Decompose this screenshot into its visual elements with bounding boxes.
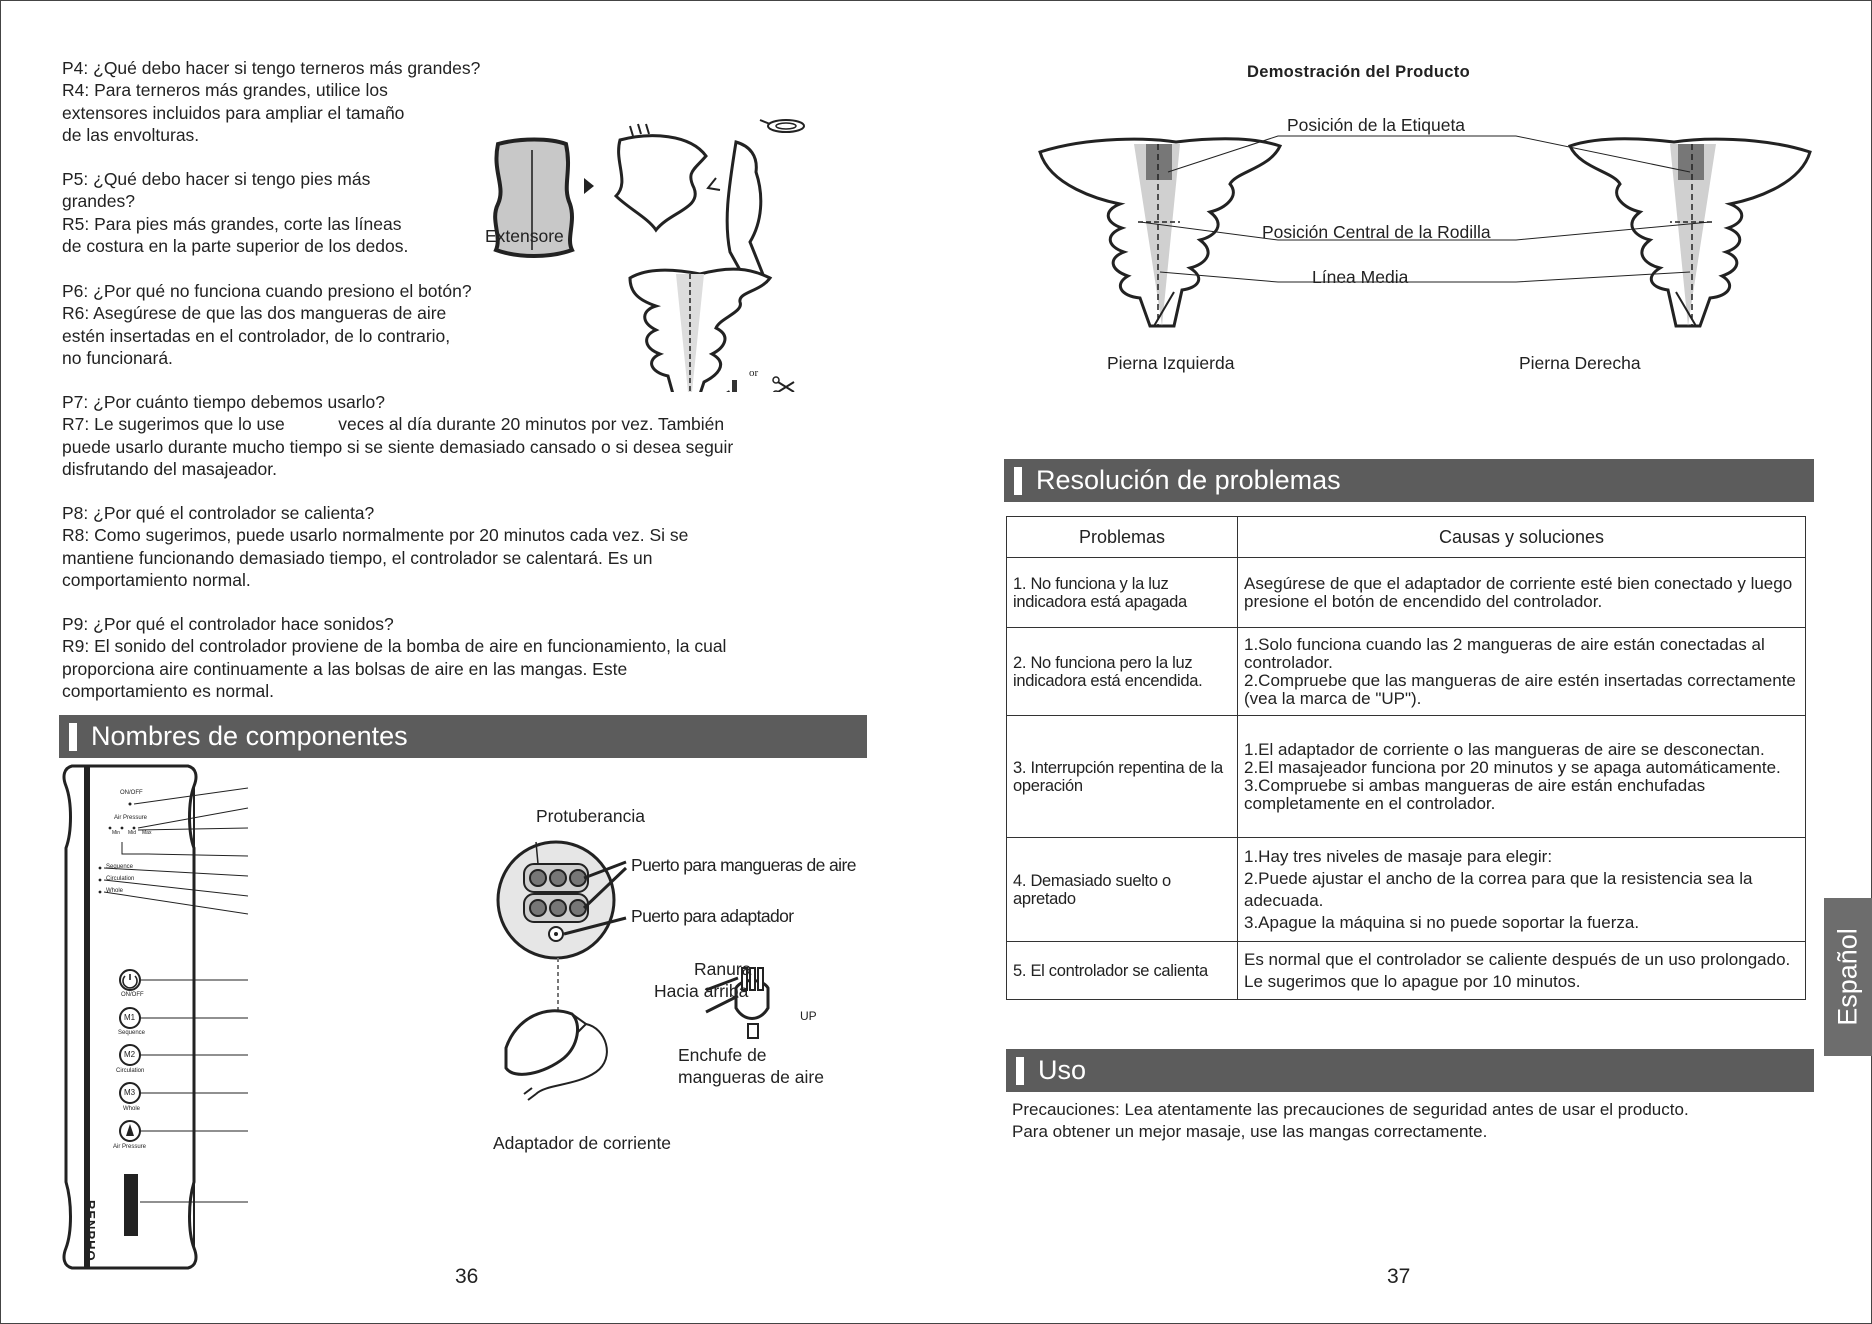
problem-cell: 2. No funciona pero la luz indicadora está encendida. [1007, 628, 1238, 716]
page-number-left: 36 [455, 1265, 479, 1288]
uso-line: Para obtener un mejor masaje, use las mangas correctamente. [1012, 1122, 1488, 1142]
label-enchufe-2: mangueras de aire [678, 1067, 824, 1087]
faq-answer: R7: Le sugerimos que lo use veces al día durante 20 minutos por vez. También [62, 414, 725, 435]
faq-question: P5: ¿Qué debo hacer si tengo pies más [62, 169, 371, 189]
problem-cell: 1. No funciona y la luz indicadora está apagada [1007, 558, 1238, 628]
label-hacia-arriba: Hacia arriba [654, 981, 749, 1001]
label-protuberancia: Protuberancia [536, 806, 645, 826]
faq-answer: puede usarlo durante mucho tiempo si se siente demasiado cansado o si desea seguir [62, 436, 734, 457]
solution-line: 2.Puede ajustar el ancho de la correa para que la resistencia sea la adecuada. [1244, 868, 1753, 910]
solution-line: 3.Compruebe si ambas mangueras de aire están enchufadas completamente en el controlador. [1244, 775, 1706, 813]
table-row [1007, 628, 1806, 716]
ctrl-m1: M1 [124, 1013, 136, 1022]
section-title: Uso [1038, 1055, 1087, 1085]
ctrl-mode-whole: Whole [106, 888, 124, 894]
faq-answer: R4: Para terneros más grandes, utilice los [62, 80, 388, 101]
section-title: Resolución de problemas [1036, 465, 1341, 495]
faq-question: P6: ¿Por qué no funciona cuando presiono el botón? [62, 281, 472, 301]
faq-p9 [62, 613, 726, 702]
ctrl-mode-circulation: Circulation [106, 876, 135, 882]
faq-answer: proporciona aire continuamente a las bolsas de aire en las mangas. Este [62, 658, 628, 679]
faq-answer: R6: Asegúrese de que las dos mangueras de aire [62, 303, 447, 324]
demo-label-izquierda: Pierna Izquierda [1107, 353, 1235, 373]
section-title: Nombres de componentes [91, 721, 408, 751]
table-row [1007, 558, 1806, 628]
faq-answer: extensores incluidos para ampliar el tamaño [62, 102, 405, 123]
solution-line: 1.Solo funciona cuando las 2 mangueras de aire están conectadas al controlador. [1244, 634, 1765, 672]
ctrl-level-mid: Mid [128, 830, 137, 836]
label-up: UP [800, 1009, 817, 1023]
faq-answer: no funcionará. [62, 347, 173, 368]
solution-line: 2.Compruebe que las mangueras de aire estén insertadas correctamente (vea la marca de "UP"). [1244, 670, 1796, 708]
solution-line: 1.Hay tres niveles de masaje para elegir: [1244, 846, 1553, 866]
ctrl-onoff-label: ON/OFF [121, 992, 144, 998]
faq-answer: R5: Para pies más grandes, corte las líneas [62, 213, 402, 234]
uso-text [1012, 1099, 1689, 1144]
label-puerto-adaptador: Puerto para adaptador [631, 906, 794, 926]
table-header-cell: Causas y soluciones [1238, 517, 1806, 558]
troubleshooting-table [1006, 516, 1806, 1000]
faq-answer: comportamiento normal. [62, 569, 251, 590]
label-puerto-mangueras: Puerto para mangueras de aire [631, 855, 856, 875]
ctrl-ap-label: Air Pressure [113, 1144, 147, 1150]
ctrl-m2: M2 [124, 1050, 136, 1059]
ctrl-m3-label: Whole [123, 1106, 141, 1112]
solution-cell [1238, 558, 1806, 628]
solution-cell [1238, 716, 1806, 838]
faq-answer: de costura en la parte superior de los dedos. [62, 235, 409, 256]
faq-answer: de las envolturas. [62, 124, 200, 145]
faq-answer: comportamiento es normal. [62, 680, 275, 701]
table-header-cell: Problemas [1007, 517, 1238, 558]
problem-cell: 5. El controlador se calienta [1007, 942, 1238, 1000]
ctrl-air-pressure-top: Air Pressure [114, 815, 148, 821]
or-label: or [749, 367, 759, 379]
ctrl-level-max: Max [142, 830, 152, 836]
solution-line: 3.Apague la máquina si no puede soportar la fuerza. [1244, 912, 1640, 932]
section-mark [1014, 467, 1022, 495]
ctrl-mode-sequence: Sequence [106, 864, 134, 870]
solution-line: Asegúrese de que el adaptador de corriente esté bien conectado y luego presione el botón de encendido del controlador. [1244, 573, 1793, 611]
extensore-label: Extensore [485, 226, 564, 246]
solution-line: 2.El masajeador funciona por 20 minutos y se apaga automáticamente. [1244, 757, 1781, 777]
language-tab-label: Español [1832, 928, 1863, 1026]
faq-p7 [62, 391, 733, 480]
ctrl-m1-label: Sequence [118, 1030, 146, 1036]
section-mark [69, 723, 77, 751]
faq-answer: R9: El sonido del controlador proviene de la bomba de aire en funcionamiento, la cual [62, 636, 727, 657]
demo-label-etiqueta: Posición de la Etiqueta [1287, 115, 1466, 135]
label-ranura: Ranura [694, 959, 752, 979]
demo-label-media: Línea Media [1312, 267, 1409, 287]
ctrl-onoff-top: ON/OFF [120, 790, 143, 796]
faq-p8 [62, 502, 688, 591]
ctrl-level-min: Min [112, 830, 121, 836]
faq-answer: R8: Como sugerimos, puede usarlo normalmente por 20 minutos cada vez. Si se [62, 525, 689, 546]
section-bar-resolucion [1004, 459, 1814, 502]
uso-line: Precauciones: Lea atentamente las precauciones de seguridad antes de usar el producto. [1012, 1100, 1689, 1119]
faq-p5 [62, 168, 408, 257]
faq-question: grandes? [62, 191, 135, 212]
label-adaptador: Adaptador de corriente [493, 1133, 672, 1153]
section-mark [1016, 1057, 1024, 1085]
faq-question: P9: ¿Por qué el controlador hace sonidos? [62, 614, 394, 634]
faq-answer: mantiene funcionando demasiado tiempo, el controlador se calentará. Es un [62, 547, 653, 568]
ctrl-brand-logo: RENPHO [83, 1200, 98, 1262]
problem-cell: 3. Interrupción repentina de la operación [1007, 716, 1238, 838]
demo-title: Demostración del Producto [1247, 63, 1470, 81]
faq-p4 [62, 57, 480, 146]
controller-illustration [60, 762, 260, 1272]
language-tab [1824, 898, 1872, 1056]
faq-answer: estén insertadas en el controlador, de lo contrario, [62, 325, 451, 346]
solution-cell [1238, 942, 1806, 1000]
solution-line: 1.El adaptador de corriente o las mangueras de aire se desconectan. [1244, 739, 1765, 759]
table-row [1007, 942, 1806, 1000]
demo-label-rodilla: Posición Central de la Rodilla [1262, 222, 1491, 242]
ctrl-m3: M3 [124, 1088, 136, 1097]
extensor-illustration [480, 112, 840, 392]
page-number-right: 37 [1387, 1265, 1411, 1288]
solution-cell [1238, 628, 1806, 716]
problem-cell: 4. Demasiado suelto o apretado [1007, 838, 1238, 942]
section-bar-componentes [59, 715, 867, 758]
table-header-row [1007, 517, 1806, 558]
faq-p6 [62, 280, 472, 369]
faq-question: P8: ¿Por qué el controlador se calienta? [62, 503, 375, 523]
ctrl-m2-label: Circulation [116, 1068, 145, 1074]
faq-question: P7: ¿Por cuánto tiempo debemos usarlo? [62, 392, 385, 412]
label-enchufe: Enchufe de [678, 1045, 767, 1065]
table-row [1007, 716, 1806, 838]
solution-line: Es normal que el controlador se caliente después de un uso prolongado. Le sugerimos que lo apague por 10 minutos. [1244, 949, 1791, 991]
demo-label-derecha: Pierna Derecha [1519, 353, 1641, 373]
faq-question: P4: ¿Qué debo hacer si tengo terneros más grandes? [62, 58, 481, 78]
table-row [1007, 838, 1806, 942]
section-bar-uso [1006, 1049, 1814, 1092]
solution-cell [1238, 838, 1806, 942]
faq-answer: disfrutando del masajeador. [62, 458, 277, 479]
